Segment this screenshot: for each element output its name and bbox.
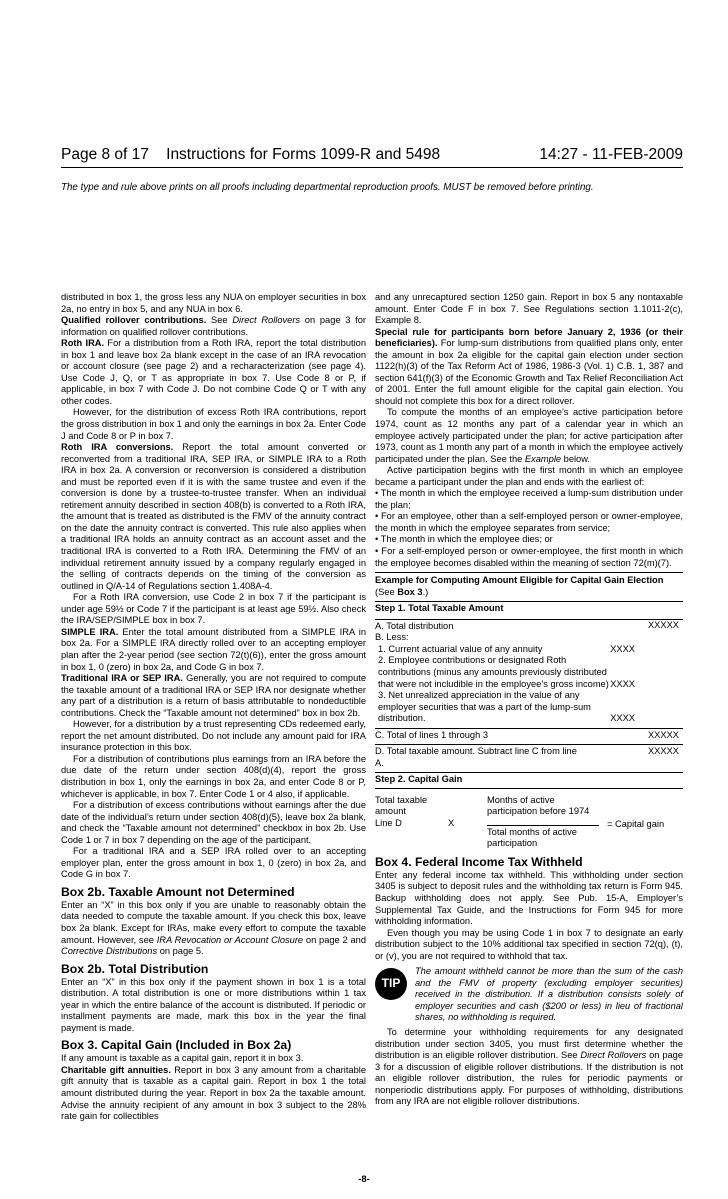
bullet-item: • The month in which the employee dies; or <box>375 534 553 545</box>
page-number: -8- <box>358 1174 370 1185</box>
example-box <box>375 572 683 848</box>
paragraph: However, for a distribution by a trust representing CDs redeemed early, report the net amount distributed. Do not include any amount paid for IRA insurance protection in this box. <box>61 719 366 753</box>
paragraph: Roth IRA conversions. Report the total amount converted or reconverted from a traditional IRA, SEP IRA, or SIMPLE IRA to a Roth IRA in box 2a. A conversion or reconversion is considered a distribution and must be reported even if it is with the same trustee and even if the conversion is done by a trustee-to-trustee transfer. When an individual retirement annuity described in section 408(b) is converted to a Roth IRA, the amount that is treated as distributed is the FMV of the annuity contract on the date the annuity contract is converted. This rule also applies when a traditional IRA holds an annuity contract as an account asset and the traditional IRA is converted to a Roth IRA. Determining the FMV of an individual retirement annuity issued by a company regularly engaged in the selling of contracts depends on the timing of the conversion as outlined in Q/A-14 of Regulations section 1.408A-4. <box>61 442 366 591</box>
section-heading: Box 2b. Total Distribution <box>61 961 209 976</box>
bullet-item: • For a self-employed person or owner-employee, the first month in which the employee becomes disabled within the meaning of section 72(m)(7). <box>375 546 683 568</box>
paragraph: and any unrecaptured section 1250 gain. Report in box 5 any nontaxable amount. Enter Code F in box 7. See Regulations section 1.1011-2(c), Example 8. <box>375 292 683 326</box>
paragraph: To compute the months of an employee’s active participation before 1974, count as 12 months any part of a calendar year in which an employee actively participated under the plan; for active participation after 1973, count as 1 month any part of a month in which the employee actively participated under the plan. See the Example below. <box>375 407 684 464</box>
paragraph: For a distribution of contributions plus earnings from an IRA before the due date of the return under section 408(d)(4), report the gross distribution in box 1, only the earnings in box 2a, and enter Code 8 or P, whichever is applicable, in box 7. Enter Code 1 or 4 also, if applicable. <box>61 753 366 799</box>
paragraph: Roth IRA. For a distribution from a Roth IRA, report the total distribution in box 1 and leave box 2a blank except in the case of an IRA revocation or account closure (see page 2) and a recharacterization (see page 4). Use Code J, Q, or T as appropriate in box 7. Use Code 8 or P, if applicable, in box 7 with Code J. Do not combine Code Q or T with any other codes. <box>61 338 366 406</box>
paragraph: Enter an “X” in this box only if you are unable to reasonably obtain the data needed to compute the taxable amount. If you check this box, leave box 2a blank. Except for IRAs, make every effort to compute the taxable amount. However, see IRA Revocation or Account Closure on page 2 and Corrective Distributions on page 5. <box>61 899 366 957</box>
paragraph: Even though you may be using Code 1 in box 7 to designate an early distribution subject to the 10% additional tax specified in section 72(q), (t), or (v), you are not required to withhold that tax. <box>375 927 683 961</box>
example-step: Step 2. Capital Gain <box>375 772 683 786</box>
paragraph: Traditional IRA or SEP IRA. Generally, you are not required to compute the taxable amount of a traditional IRA or SEP IRA nor designate whether any part of a distribution is a return of basis attributable to nondeductible contributions. Check the “Taxable amount not determined” box in box 2b. <box>61 673 366 718</box>
paragraph: Enter any federal income tax withheld. This withholding under section 3405 is subject to deposit rules and the withholding tax return is Form 945. Backup withholding does not apply. See Pub. 15-A, Employer’s Supplemental Tax Guide, and the Instructions for Form 945 for more withholding information. <box>375 869 683 927</box>
paragraph: For a traditional IRA and a SEP IRA rolled over to an accepting employer plan, enter the gross amount in box 1, 0 (zero) in box 2a, and Code G in box 7. <box>61 846 366 880</box>
paragraph: Active participation begins with the first month in which an employee became a participant under the plan and ends with the earliest of: <box>375 465 683 487</box>
example-row: 3. Net unrealized appreciation in the value of any employer securities that was a part of the lump-sum distribution. XXXX <box>378 690 635 724</box>
header-rule <box>61 167 683 168</box>
bullet-item: • The month in which the employee received a lump-sum distribution under the plan; <box>375 488 683 510</box>
bullet-item: • For an employee, other than a self-employed person or owner-employee, the month in which the employee separates from service; <box>375 511 683 533</box>
example-row: 2. Employee contributions or designated Roth contributions (minus any amounts previously distributed that were not includible in the employee’s gross income) XXXX <box>378 655 635 689</box>
paragraph: For a Roth IRA conversion, use Code 2 in box 7 if the participant is under age 59½ or Code 7 if the participant is at least age 59½. Also check the IRA/SEP/SIMPLE box in box 7. <box>61 592 366 626</box>
tip-box <box>375 966 683 1024</box>
example-title: Example for Computing Amount Eligible for Capital Gain Election (See Box 3.) <box>375 575 664 597</box>
example-row: D. Total taxable amount. Subtract line C from line A. XXXXX <box>375 744 683 769</box>
proof-note: The type and rule above prints on all proofs including departmental reproduction proofs. MUST be removed before printing. <box>61 182 594 193</box>
tip-text: The amount withheld cannot be more than the sum of the cash and the FMV of property (excluding employer securities) received in the distribution. If a distribution consists solely of employer securities and cash ($200 or less) in lieu of fractional shares, no withholding is required. <box>415 966 683 1023</box>
tip-icon: TIP <box>375 968 407 1000</box>
left-column <box>61 292 366 1123</box>
paragraph: distributed in box 1, the gross less any NUA on employer securities in box 2a, no entry in box 5, and any NUA in box 6. <box>61 292 366 314</box>
right-column <box>375 292 683 1108</box>
section-heading: Box 3. Capital Gain (Included in Box 2a) <box>61 1038 292 1053</box>
paragraph: SIMPLE IRA. Enter the total amount distributed from a SIMPLE IRA in box 2a. For a SIMPLE IRA directly rolled over to an accepting employer plan after the 2-year period (see section 72(t)(6)), enter the gross amount in box 1, 0 (zero) in box 2a, and Code G in box 7. <box>61 626 366 672</box>
section-heading: Box 2b. Taxable Amount not Determined <box>61 884 295 899</box>
page-header <box>61 146 683 164</box>
example-row: A. Total distribution B. Less: XXXXX <box>375 619 683 644</box>
paragraph: Qualified rollover contributions. See Direct Rollovers on page 3 for information on qualified rollover contributions. <box>61 315 367 337</box>
example-step: Step 1. Total Taxable Amount <box>375 601 683 615</box>
paragraph: If any amount is taxable as a capital gain, report it in box 3. <box>61 1053 304 1064</box>
example-row: C. Total of lines 1 through 3 XXXXX <box>375 728 683 742</box>
paragraph: Special rule for participants born before January 2, 1936 (or their beneficiaries). For lump-sum distributions from qualified plans only, enter the amount in box 2a eligible for the capital gain election under section 1122(h)(3) of the Tax Reform Act of 1986, 1986-3 (Vol. 1) C.B. 1, 387 and section 641(f)(3) of the Economic Growth and Tax Relief Reconciliation Act of 2001. Enter the full amount eligible for the capital gain election. You should not complete this box for a direct rollover. <box>375 326 683 406</box>
paragraph: To determine your withholding requirements for any designated distribution under section 3405, you must first determine whether the distribution is an eligible rollover distribution. See Direct Rollovers on page 3 for a discussion of eligible rollover distributions. If the distribution is not an eligible rollover distribution, the rules for periodic payments or nonperiodic distributions apply. For purposes of withholding, distributions from any IRA are not eligible rollover distributions. <box>375 1026 684 1107</box>
paragraph: However, for the distribution of excess Roth IRA contributions, report the gross distribution in box 1 and only the earnings in box 2a. Enter Code J and Code 8 or P in box 7. <box>61 407 366 441</box>
paragraph: Enter an “X” in this box only if the payment shown in box 1 is a total distribution. A total distribution is one or more distributions within 1 tax year in which the entire balance of the account is distributed. If periodic or installment payments are made, mark this box in the year the final payment is made. <box>61 976 366 1033</box>
header-title: Page 8 of 17 Instructions for Forms 1099-R and 5498 <box>61 146 441 163</box>
section-heading: Box 4. Federal Income Tax Withheld <box>375 854 583 869</box>
capital-gain-formula: Total taxable amount Line D X Months of active participation before 1974 Total months of active participation = Capital gain <box>375 788 683 841</box>
header-timestamp: 14:27 - 11-FEB-2009 <box>539 146 683 163</box>
paragraph: Charitable gift annuities. Report in box 3 any amount from a charitable gift annuity that is taxable as a capital gain. Report in box 1 the total amount distributed during the year. Report in box 2a the taxable amount. Advise the annuity recipient of any amount in box 3 subject to the 28% rate gain for collectibles <box>61 1064 366 1122</box>
example-row: 1. Current actuarial value of any annuity XXXX <box>378 643 635 654</box>
paragraph: For a distribution of excess contributions without earnings after the due date of the individual’s return under section 408(d)(5), leave box 2a blank, and check the “Taxable amount not determined” checkbox in box 2b. Use Code 1 or 7 in box 7 depending on the age of the participant. <box>61 800 366 845</box>
